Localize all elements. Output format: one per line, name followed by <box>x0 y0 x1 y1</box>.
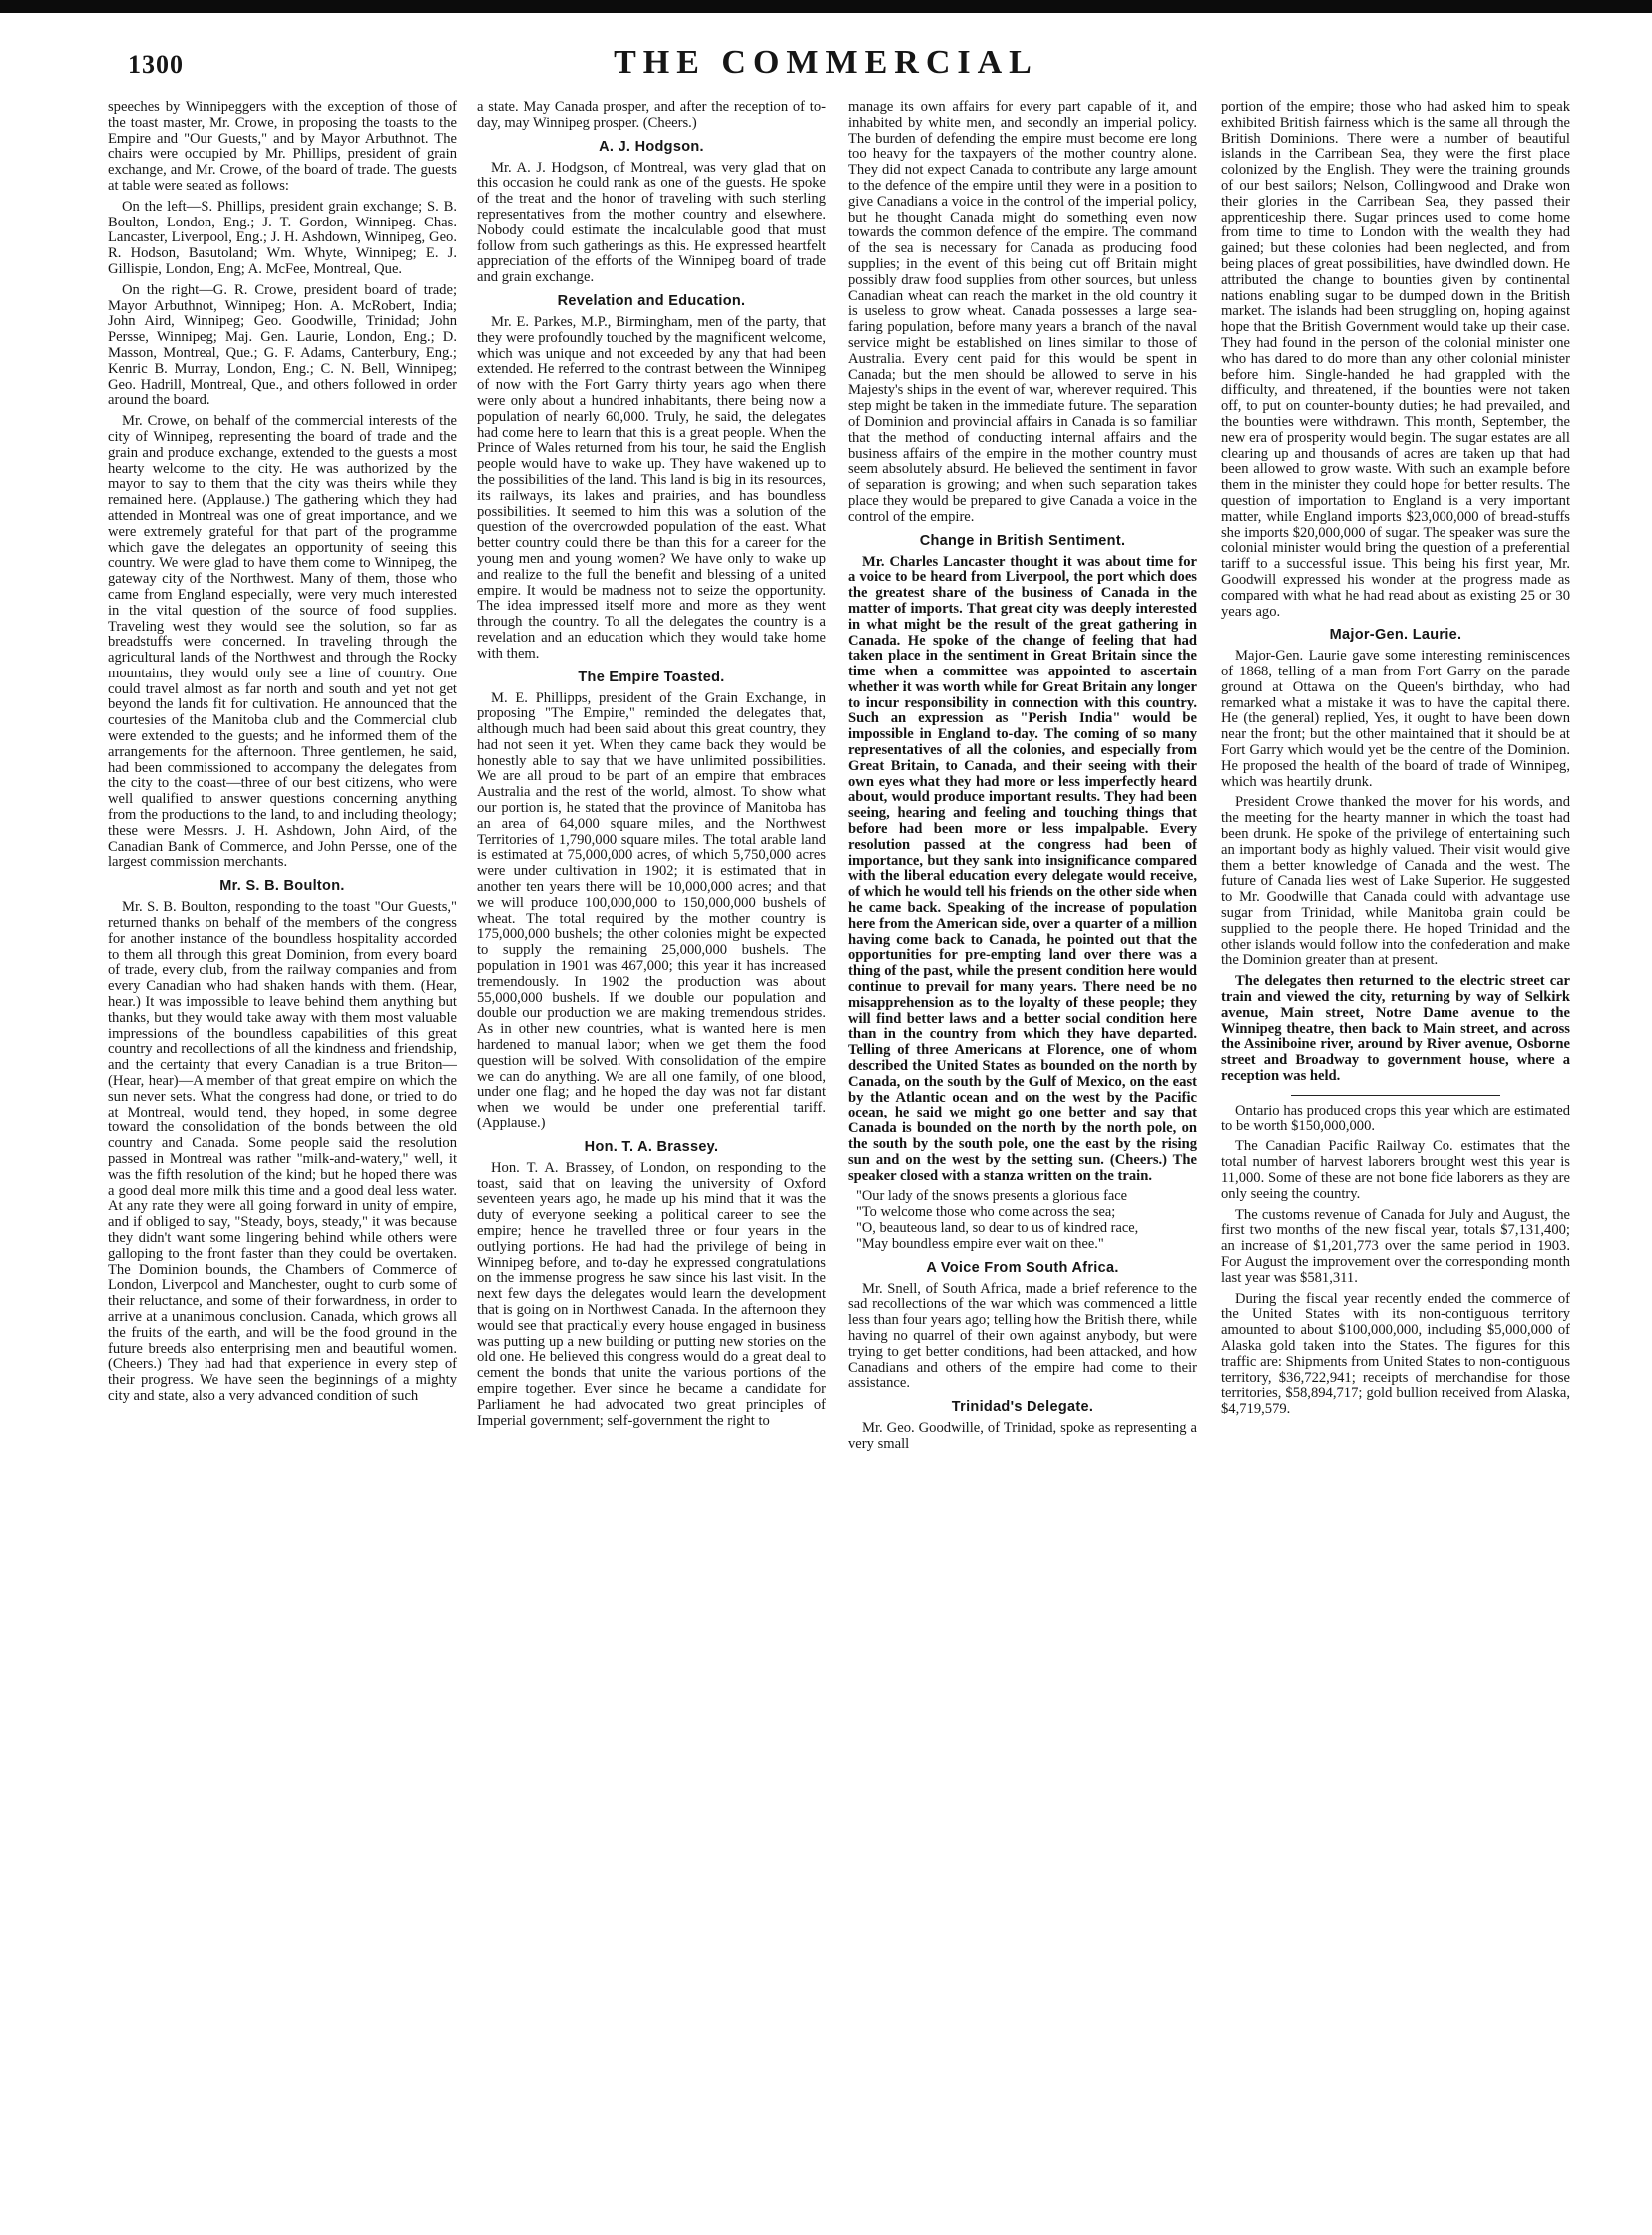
news-item: The Canadian Pacific Railway Co. estimates that the total number of harvest laborers brought west this year is 11,000. Some of these are not bone fide laborers as they are only seeing the country. <box>1221 1138 1570 1202</box>
news-item: The customs revenue of Canada for July and August, the first two months of the new fiscal year, totals $7,131,400; an increase of $1,201,773 over the same period in 1903. For August the improvement over the corresponding month last year was $581,311. <box>1221 1206 1570 1286</box>
news-item: Ontario has produced crops this year which are estimated to be worth $150,000,000. <box>1221 1102 1570 1134</box>
paragraph: Mr. A. J. Hodgson, of Montreal, was very glad that on this occasion he could rank as one of the guests. He spoke of the treat and the honor of traveling with such sterling representatives from the mother country and elsewhere. Nobody could estimate the incalculable good that must follow from such gatherings as this. He expressed heartfelt appreciation of the efforts of the Winnipeg board of trade and grain exchange. <box>477 159 826 286</box>
page-header <box>0 44 1652 90</box>
section-heading: A. J. Hodgson. <box>599 138 704 155</box>
poem-stanza <box>856 1189 1197 1252</box>
article-columns <box>108 100 1614 2210</box>
column-2 <box>477 100 826 2210</box>
column-1 <box>108 100 457 2210</box>
paragraph: speeches by Winnipeggers with the exception of those of the toast master, Mr. Crowe, in proposing the toasts to the Empire and "Our Guests," and by Mayor Arbuthnot. The chairs were occupied by Mr. Phillips, president of grain exchange, and Mr. Crowe, of the board of trade. The guests at table were seated as follows: <box>108 100 457 194</box>
scan-top-border <box>0 0 1652 13</box>
paragraph: Mr. Charles Lancaster thought it was about time for a voice to be heard from Liverpool, the port which does the greatest share of the business of Canada in the matter of imports. That great city was deeply interested in what might be the result of the great gathering in Canada. He spoke of the change of feeling that had taken place in the sentiment in Great Britain since the time when a committee was appointed to ascertain whether it was worth while for Great Britain any longer to incur responsibility in connection with this country. Such an expression as "Perish India" would be impossible in England to-day. The coming of so many representatives of all the colonies, and especially from Great Britain, to Canada, and their seeing with their own eyes what they had more or less imperfectly heard about, would produce important results. They had been seeing, hearing and feeling and touching things that before had been more or less impalpable. Every resolution passed at the congress had been of importance, but they sank into insignificance compared with the liberal education every delegate would receive, of which he would tell his friends on the other side when he came back. Speaking of the increase of population here from the American side, over a quarter of a million having come back to Canada, he pointed out that the opportunities for pre-empting land over there was a thing of the past, while the present condition here would continue to prevail for many years. There need be no misapprehension as to the loyalty of these people; they will find better laws and a better social condition here than in the country from which they have departed. Telling of three Americans at Florence, one of whom described the United States as bounded on the north by Canada, on the south by the Gulf of Mexico, on the east by the Atlantic ocean and on the west by the Pacific ocean, he said we might go one better and say that Canada is bounded on the north by the north pole, on the south by the south pole, one the east by the rising sun and on the west by the setting sun. (Cheers.) The speaker closed with a stanza written on the train. <box>848 553 1197 1184</box>
poem-line: "May boundless empire ever wait on thee." <box>856 1235 1104 1252</box>
section-heading: Trinidad's Delegate. <box>951 1399 1094 1416</box>
paragraph: Mr. E. Parkes, M.P., Birmingham, men of the party, that they were profoundly touched by the magnificent welcome, which was unique and not exceeded by any that had been extended. He referred to the contrast between the Winnipeg of now with the Fort Garry thirty years ago when there were only about a hundred inhabitants, there being now a population of nearly 60,000. Truly, he said, the delegates had come here to learn that this is a great people. When the Prince of Wales returned from his tour, he said the English people would have to wake up. They have wakened up to the possibilities of the land. This land is big in its resources, its railways, its lakes and prairies, and has boundless possibilities. It seemed to him this was a solution of the question of the overcrowded population of the east. What better country could there be than this for a career for the young men and young women? We have only to wake up and realize to the full the benefit and blessing of a united empire. It would be madness not to seize the opportunity. The idea impressed itself more and more as they went through the country. To all the delegates the country is a revelation and an education which they would take home with them. <box>477 313 826 662</box>
section-heading: Hon. T. A. Brassey. <box>584 1138 719 1155</box>
paragraph: Mr. S. B. Boulton, responding to the toast "Our Guests," returned thanks on behalf of the members of the congress for another instance of the boundless hospitality accorded to them all through this great Dominion, from every board of trade, every club, from the railway companies and from every Canadian who had shaken hands with them. (Hear, hear.) It was impossible to leave behind them anything but thanks, but they would take away with them most valuable impressions of the boundless capabilities of this great country and recollections of all the kindness and friendship, and the certainty that every Canadian is a true Briton—(Hear, hear)—A member of that great empire on which the sun never sets. What the congress had done, or tried to do at Montreal, would tend, they hoped, in some degree toward the consolidation of the bonds between the old country and Canada. Some people said the resolution passed in Montreal was rather "milk-and-watery," well, it was the fifth resolution of the kind; but he hoped there was a good deal more milk this time and a good deal less water. At any rate they were all going forward in unity of empire, and if obliged to say, "Steady, boys, steady," it was because they didn't want some lingering behind while others were galloping to the front faster than they could be overtaken. The Dominion bounds, the Chambers of Commerce of London, Liverpool and Manchester, ought to curb some of their reluctance, and some of their forwardness, in order to arrive at a unanimous conclusion. Canada, which grows all the fruits of the earth, and will be the food ground in the future breeds also enterprising men and beautiful women. (Cheers.) They had had that experience in every step of their progress. We have seen the beginnings of a mighty city and state, also a very advanced condition of such <box>108 899 457 1404</box>
section-heading: Revelation and Education. <box>557 292 746 309</box>
poem-line: "To welcome those who come across the sea; <box>856 1204 1116 1221</box>
paragraph: M. E. Phillipps, president of the Grain Exchange, in proposing "The Empire," reminded the delegates that, although much had been said about this great country, they had not seen it yet. When they came back they would be honestly able to say that we have unlimited possibilities. We are all proud to be part of an empire that embraces Australia and the rest of the world, almost. To show what our portion is, he stated that the province of Manitoba has an area of 64,000 square miles, and the Northwest Territories of 1,790,000 square miles. The total arable land is estimated at 75,000,000 acres, of which 5,750,000 acres were under cultivation in 1902; it is estimated that in another ten years there will be 10,000,000 acres; and that we will produce 100,000,000 to 150,000,000 bushels of wheat. The total required by the mother country is 175,000,000 bushels; the other colonies might be expected to supply the remaining 25,000,000 bushels. The population in 1901 was 467,000; this year it has increased tremendously. In 1902 the production was about 55,000,000 bushels. If we double our population and double our production we are making tremendous strides. As in other new countries, what is wanted here is men hardened to manual labor; when we get them the food question will be solved. With consolidation of the empire we can do anything. We are all one family, of one blood, under one flag; and he hoped the day was not far distant when we would be under one preferential tariff. (Applause.) <box>477 689 826 1132</box>
column-4 <box>1221 100 1570 2210</box>
paragraph: President Crowe thanked the mover for his words, and the meeting for the hearty manner in which the toast had been drunk. He spoke of the privilege of entertaining such an important body as highly valued. Their visit would give them a better knowledge of Canada and the west. The future of Canada lies west of Lake Superior. He suggested to Mr. Goodwille that Canada could with advantage use sugar from Trinidad, while Manitoba grain could be supplied to the people there. He hoped Trinidad and the other islands would follow into the confederation and make the Dominion greater than at present. <box>1221 794 1570 969</box>
paragraph: Hon. T. A. Brassey, of London, on responding to the toast, said that on leaving the university of Oxford seventeen years ago, he made up his mind that it was the duty of everyone seeking a political career to see the empire; hence he travelled three or four years in the outlying portions. He had had the privilege of being in Winnipeg before, and to-day he expressed congratulations on the immense progress he saw since his last visit. In the next few days the delegates would learn the development that is going on in Northwest Canada. In the afternoon they would see that practically every house engaged in business was putting up a new building or putting new stories on the old one. He believed this congress would do a great deal to cement the bonds that unite the various portions of the empire together. Ever since he became a candidate for Parliament he had advocated two great principles of Imperial government; self-government the right to <box>477 1159 826 1429</box>
paragraph: On the left—S. Phillips, president grain exchange; S. B. Boulton, London, Eng.; J. T. Gordon, Winnipeg. Chas. Lancaster, Liverpool, Eng.; J. H. Ashdown, Winnipeg, Geo. R. Hodson, Basutoland; Wm. Whyte, Winnipeg; E. J. Gillispie, London, Eng; A. McFee, Montreal, Que. <box>108 198 457 277</box>
paragraph: Major-Gen. Laurie gave some interesting reminiscences of 1868, telling of a man from Fort Garry on the parade ground at Ottawa on the Queen's birthday, who had remarked what a mistake it was to have the capital there. He (the general) replied, Yes, it ought to have been down near the front; but the other maintained that it should be at Fort Garry which would yet be the centre of the Dominion. He proposed the health of the board of trade of Winnipeg, which was heartily drunk. <box>1221 648 1570 790</box>
paragraph: a state. May Canada prosper, and after the reception of to-day, may Winnipeg prosper. (Cheers.) <box>477 100 826 131</box>
section-heading: Mr. S. B. Boulton. <box>219 878 345 895</box>
paragraph: manage its own affairs for every part capable of it, and inhabited by white men, and secondly an imperial policy. The burden of defending the empire must become ere long too heavy for the taxpayers of the mother country alone. They did not expect Canada to contribute any large amount to the defence of the empire until they were in a position to give Canadians a voice in the control of the imperial policy, but he thought Canada might do something even now towards the common defence of the empire. The command of the sea is necessary for Canada as producing food supplies; in the event of this being cut off Britain might possibly draw food supplies from other sources, but unless Canadian wheat can reach the market in the old country it is useless to grow wheat. Canada possesses a large sea-faring population, before many years a branch of the naval service might be established on lines similar to those of Australia. Every cent paid for this would be spent in Canada; but the men should be allowed to serve in his Majesty's ships in the event of war, wherever required. This step might be taken in the immediate future. The separation of Dominion and provincial affairs in Canada is so familiar that the method of conducting internal affairs and the business affairs of the empire in the mother country must seem absolutely absurd. He believed the sentiment in favor of separation is growing; and when such separation takes place they would be prepared to give Canada a voice in the control of the empire. <box>848 100 1197 525</box>
paragraph: Mr. Crowe, on behalf of the commercial interests of the city of Winnipeg, representing the board of trade and the grain and produce exchange, extended to the guests a most hearty welcome to the city. He was authorized by the mayor to say to them that the city was theirs while they remained here. (Applause.) The gathering which they had attended in Montreal was one of great importance, and we were extremely grateful for that part of the programme which gave the delegates an opportunity of seeing this country. We were glad to have them come to Winnipeg, the gateway city of the Northwest. Many of them, those who came from England especially, were very much interested in the vital question of the source of food supplies. Traveling west they would see the solution, so far as breadstuffs were concerned. In traveling through the agricultural lands of the Northwest and through the Rocky mountains, they would only see a line of country. One could travel almost as far north and south and yet not get beyond the lands fit for cultivation. He announced that the courtesies of the Manitoba club and the Commercial club were extended to the guests; and he informed them of the arrangements for the afternoon. Three gentlemen, he said, had been commissioned to accompany the delegates from the city to the coast—three of our best citizens, who were well qualified to answer questions concerning anything from the productions to the land, to and including theology; these were Messrs. J. H. Ashdown, John Aird, of the Canadian Bank of Commerce, and John Persse, one of the largest commission merchants. <box>108 413 457 871</box>
paragraph: Mr. Geo. Goodwille, of Trinidad, spoke as representing a very small <box>848 1420 1197 1452</box>
column-3 <box>848 100 1197 2210</box>
paragraph: On the right—G. R. Crowe, president board of trade; Mayor Arbuthnot, Winnipeg; Hon. A. McRobert, India; John Aird, Winnipeg; Geo. Goodwille, Trinidad; John Persse, Winnipeg; Maj. Gen. Laurie, London, Eng.; D. Masson, Montreal, Que.; G. F. Adams, Canterbury, Eng.; Kenric B. Murray, London, Eng.; C. N. Bell, Winnipeg; Geo. Hadrill, Montreal, Que., and others followed in order around the board. <box>108 281 457 409</box>
paragraph: The delegates then returned to the electric street car train and viewed the city, returning by way of Selkirk avenue, Main street, Notre Dame avenue to the Winnipeg theatre, then back to Main street, and across the Assiniboine river, around by River avenue, Osborne street and Broadway to government house, where a reception was held. <box>1221 973 1570 1085</box>
section-heading: Change in British Sentiment. <box>919 532 1126 549</box>
paragraph: portion of the empire; those who had asked him to speak exhibited British fairness which is the same all through the British Dominions. There were a number of beautiful islands in the Carribean Sea, they were the first place colonized by the English. They were the training grounds of our best sailors; Nelson, Collingwood and Drake won their glories in the Carribean Sea, they passed their apprenticeship there. Sugar princes used to come home from time to time to London with the wealth they had gained; but these colonies had been neglected, and from being places of great possibilities, have dwindled down. He attributed the change to bounties given by continental nations enabling sugar to be dumped down in the British market. The islands had been struggling on, hoping against hope that the British Government would take up their case. They had found in the person of the colonial minister one who has dared to do more than any other colonial minister before him. Single-handed he had grappled with the difficulty, and threatened, if the bounties were not taken off, to put on counter-bounty duties; he had prevailed, and the bounties were withdrawn. This month, September, the new era of prosperity would begin. The sugar estates are all clearing up and thousands of acres are taken up that had been allowed to grow waste. With such an example before them in the minister they could hope for better results. The question of importation to England is a very important matter, while England imports $23,000,000 of bread-stuffs she imports $20,000,000 of sugar. The speaker was sure the colonial minister would bring the question of a preferential tariff to a successful issue. This being his first year, Mr. Goodwill expressed his wonder at the progress made as compared with what he had read about as existing 25 or 30 years ago. <box>1221 100 1570 620</box>
section-heading: A Voice From South Africa. <box>926 1259 1119 1276</box>
page-number: 1300 <box>128 50 184 79</box>
news-item: During the fiscal year recently ended the commerce of the United States with its non-contiguous territory amounted to about $100,000,000, including $5,000,000 of Alaska gold taken into the States. The figures for this traffic are: Shipments from United States to non-contiguous territory, $36,722,941; receipts of merchandise for those territories, $58,894,717; gold bullion received from Alaska, $4,719,579. <box>1221 1290 1570 1418</box>
paragraph: Mr. Snell, of South Africa, made a brief reference to the sad recollections of the war which was commenced a little less than four years ago; telling how the British there, while having no quarrel of their own against anybody, but were trying to get better conditions, had been attacked, and how Canadians and others of the empire had come to their assistance. <box>848 1280 1197 1392</box>
poem-line: "O, beauteous land, so dear to us of kindred race, <box>856 1219 1139 1236</box>
section-divider <box>1291 1095 1500 1096</box>
section-heading: Major-Gen. Laurie. <box>1329 627 1462 644</box>
section-heading: The Empire Toasted. <box>578 669 725 685</box>
masthead-title: THE COMMERCIAL <box>614 44 1038 81</box>
poem-line: "Our lady of the snows presents a glorious face <box>856 1188 1128 1205</box>
